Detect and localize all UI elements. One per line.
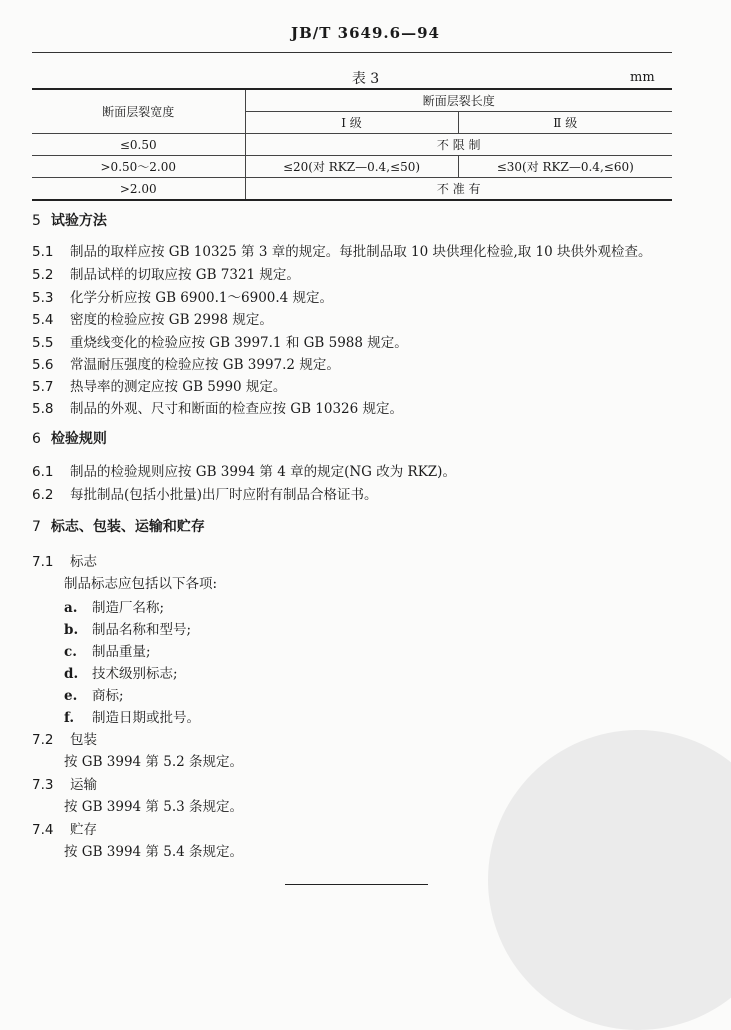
list-item: b. 制品名称和型号; — [64, 622, 192, 638]
clause-6-1: 6.1 制品的检验规则应按 GB 3994 第 4 章的规定(NG 改为 RKZ)。 — [32, 464, 456, 480]
header-grade1: Ⅰ 级 — [245, 112, 458, 134]
table-row — [32, 134, 672, 156]
section-6-heading: 6 检验规则 — [32, 431, 107, 447]
clause-5-3: 5.3 化学分析应按 GB 6900.1～6900.4 规定。 — [32, 290, 334, 306]
header-width: 断面层裂宽度 — [32, 89, 245, 134]
list-item: d. 技术级别标志; — [64, 666, 178, 682]
clause-7-4-text: 按 GB 3994 第 5.4 条规定。 — [64, 844, 243, 860]
cell-span: 不 限 制 — [245, 134, 672, 156]
clause-7-3-text: 按 GB 3994 第 5.3 条规定。 — [64, 799, 243, 815]
table-unit: mm — [630, 70, 655, 85]
cell-span: 不 准 有 — [245, 178, 672, 201]
clause-5-5: 5.5 重烧线变化的检验应按 GB 3997.1 和 GB 5988 规定。 — [32, 335, 408, 351]
standard-code: JB/T 3649.6—94 — [291, 24, 440, 42]
header-rule — [32, 52, 672, 53]
clause-7-2: 7.2 包装 — [32, 732, 97, 748]
clause-5-2: 5.2 制品试样的切取应按 GB 7321 规定。 — [32, 267, 300, 283]
cell-width: ≤0.50 — [32, 134, 245, 156]
clause-7-1-intro: 制品标志应包括以下各项: — [64, 576, 218, 592]
list-item: e. 商标; — [64, 688, 124, 704]
end-rule — [285, 884, 428, 885]
cell-width: >2.00 — [32, 178, 245, 201]
clause-5-7: 5.7 热导率的测定应按 GB 5990 规定。 — [32, 379, 287, 395]
list-item: c. 制品重量; — [64, 644, 151, 660]
header-length: 断面层裂长度 — [245, 89, 672, 112]
clause-7-4: 7.4 贮存 — [32, 822, 97, 838]
table-header-row — [32, 89, 672, 112]
clause-7-2-text: 按 GB 3994 第 5.2 条规定。 — [64, 754, 243, 770]
clause-5-8: 5.8 制品的外观、尺寸和断面的检查应按 GB 10326 规定。 — [32, 401, 404, 417]
table-row — [32, 156, 672, 178]
watermark-seal — [488, 730, 731, 1030]
section-5-heading: 5 试验方法 — [32, 213, 107, 229]
clause-5-6: 5.6 常温耐压强度的检验应按 GB 3997.2 规定。 — [32, 357, 340, 373]
cell-grade2: ≤30(对 RKZ—0.4,≤60) — [458, 156, 672, 178]
section-7-heading: 7 标志、包装、运输和贮存 — [32, 519, 205, 535]
cell-grade1: ≤20(对 RKZ—0.4,≤50) — [245, 156, 458, 178]
clause-7-3: 7.3 运输 — [32, 777, 97, 793]
table-3 — [32, 88, 672, 201]
table-row — [32, 178, 672, 201]
clause-5-4: 5.4 密度的检验应按 GB 2998 规定。 — [32, 312, 273, 328]
list-item: f. 制造日期或批号。 — [64, 710, 200, 726]
clause-6-2: 6.2 每批制品(包括小批量)出厂时应附有制品合格证书。 — [32, 487, 378, 503]
clause-5-1: 5.1 制品的取样应按 GB 10325 第 3 章的规定。每批制品取 10 块供理化检验,取 10 块供外观检查。 — [32, 244, 652, 260]
header-grade2: Ⅱ 级 — [458, 112, 672, 134]
cell-width: >0.50～2.00 — [32, 156, 245, 178]
list-item: a. 制造厂名称; — [64, 600, 165, 616]
table-title: 表 3 — [351, 71, 380, 87]
clause-7-1: 7.1 标志 — [32, 554, 97, 570]
